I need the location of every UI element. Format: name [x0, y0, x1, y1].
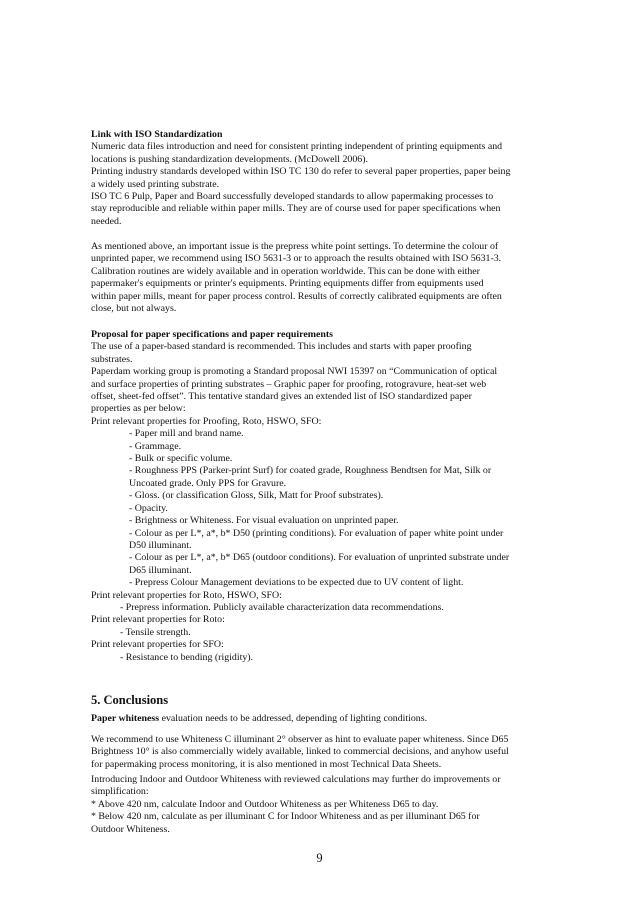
roto-hswo-sfo-label: Print relevant properties for Roto, HSWO, SFO:	[91, 589, 282, 601]
property-item: - Colour as per L*, a*, b* D50 (printing conditions). For evaluation of paper white point under	[129, 527, 504, 539]
proposal-heading: Proposal for paper specifications and paper requirements	[91, 329, 333, 340]
proposal-line: properties as per below:	[91, 403, 186, 415]
property-item: - Brightness or Whiteness. For visual evaluation on unprinted paper.	[129, 515, 399, 527]
conclusions-p1	[91, 713, 553, 725]
whitepoint-line: unprinted paper, we recommend using ISO 5631-3 or to approach the results obtained with ISO 5631-3.	[91, 253, 502, 265]
page-number: 9	[316, 851, 323, 865]
iso-line: needed.	[91, 215, 122, 227]
whitepoint-line: within paper mills, meant for paper process control. Results of correctly calibrated equipments are often	[91, 290, 502, 302]
whitepoint-line: close, but not always.	[91, 303, 177, 315]
property-item: - Grammage.	[129, 440, 182, 452]
property-item: D65 illuminant.	[129, 564, 192, 576]
property-item: - Roughness PPS (Parker-print Surf) for coated grade, Roughness Bendtsen for Mat, Silk or	[129, 465, 492, 477]
whitepoint-paragraph	[91, 241, 553, 315]
property-item: - Gloss. (or classification Gloss, Silk, Matt for Proof substrates).	[129, 490, 384, 502]
conclusions-line: Brightness 10° is also commercially widely available, linked to commercial decisions, and anyhow useful	[91, 746, 509, 758]
iso-section	[91, 129, 553, 228]
conclusions-line: We recommend to use Whiteness C illuminant 2° observer as hint to evaluate paper whiteness. Since D65	[91, 734, 509, 745]
iso-line: stay reproducible and reliable within paper mills. They are of course used for paper specifications when	[91, 203, 501, 215]
conclusions-p1-text: evaluation needs to be addressed, depending of lighting conditions.	[159, 713, 428, 724]
proposal-line: and surface properties of printing substrates – Graphic paper for proofing, rotogravure, heat-set web	[91, 378, 487, 390]
iso-line: ISO TC 6 Pulp, Paper and Board successfully developed standards to allow papermaking processes to	[91, 191, 494, 203]
property-item: Uncoated grade. Only PPS for Gravure.	[129, 477, 287, 489]
proposal-line: Paperdam working group is promoting a Standard proposal NWI 15397 on “Communication of optical	[91, 366, 498, 378]
property-item: - Bulk or specific volume.	[129, 453, 233, 465]
conclusions-heading: 5. Conclusions	[91, 693, 169, 707]
proposal-line: substrates.	[91, 353, 133, 365]
conclusions-line: * Above 420 nm, calculate Indoor and Outdoor Whiteness as per Whiteness D65 to day.	[91, 798, 439, 810]
property-item: - Opacity.	[129, 502, 168, 514]
iso-heading: Link with ISO Standardization	[91, 129, 223, 140]
whitepoint-line: As mentioned above, an important issue is the prepress white point settings. To determine the colour of	[91, 241, 499, 252]
paper-whiteness-term: Paper whiteness	[91, 713, 160, 724]
property-item: - Tensile strength.	[120, 626, 191, 638]
iso-line: Printing industry standards developed within ISO TC 130 do refer to several paper properties, paper being	[91, 166, 511, 178]
conclusions-line: * Below 420 nm, calculate as per illuminant C for Indoor Whiteness and as per illuminant D65 for	[91, 811, 480, 823]
proposal-line: offset, sheet-fed offset”. This tentative standard gives an extended list of ISO standardized paper	[91, 391, 472, 403]
proposal-line: Print relevant properties for Proofing, Roto, HSWO, SFO:	[91, 415, 322, 427]
property-item: - Prepress Colour Management deviations to be expected due to UV content of light.	[129, 577, 464, 589]
iso-line: Numeric data files introduction and need for consistent printing independent of printing equipments and	[91, 141, 503, 153]
property-item: - Resistance to bending (rigidity).	[120, 651, 254, 663]
property-item: - Paper mill and brand name.	[129, 428, 244, 440]
whitepoint-line: Calibration routines are widely available and in operation worldwide. This can be done with either	[91, 265, 480, 277]
proposal-line: The use of a paper-based standard is recommended. This includes and starts with paper proofing	[91, 341, 472, 353]
conclusions-p3	[91, 774, 553, 836]
sfo-label: Print relevant properties for SFO:	[91, 639, 224, 651]
conclusions-line: for papermaking process monitoring, it is also mentioned in most Technical Data Sheets.	[91, 758, 442, 770]
conclusions-line: Introducing Indoor and Outdoor Whiteness with reviewed calculations may further do improvements or	[91, 774, 501, 785]
iso-line: a widely used printing substrate.	[91, 178, 220, 190]
conclusions-p2	[91, 734, 553, 771]
property-item: D50 illuminant.	[129, 539, 192, 551]
iso-line: locations is pushing standardization developments. (McDowell 2006).	[91, 153, 368, 165]
roto-label: Print relevant properties for Roto:	[91, 614, 225, 626]
whitepoint-line: papermaker's equipments or printer's equipments. Printing equipments differ from equipments used	[91, 278, 484, 290]
conclusions-line: simplification:	[91, 786, 149, 798]
proposal-section	[91, 329, 553, 664]
property-item: - Colour as per L*, a*, b* D65 (outdoor conditions). For evaluation of unprinted substrate under	[129, 552, 510, 564]
conclusions-line: Outdoor Whiteness.	[91, 823, 170, 835]
property-item: - Prepress information. Publicly available characterization data recommendations.	[120, 601, 444, 613]
